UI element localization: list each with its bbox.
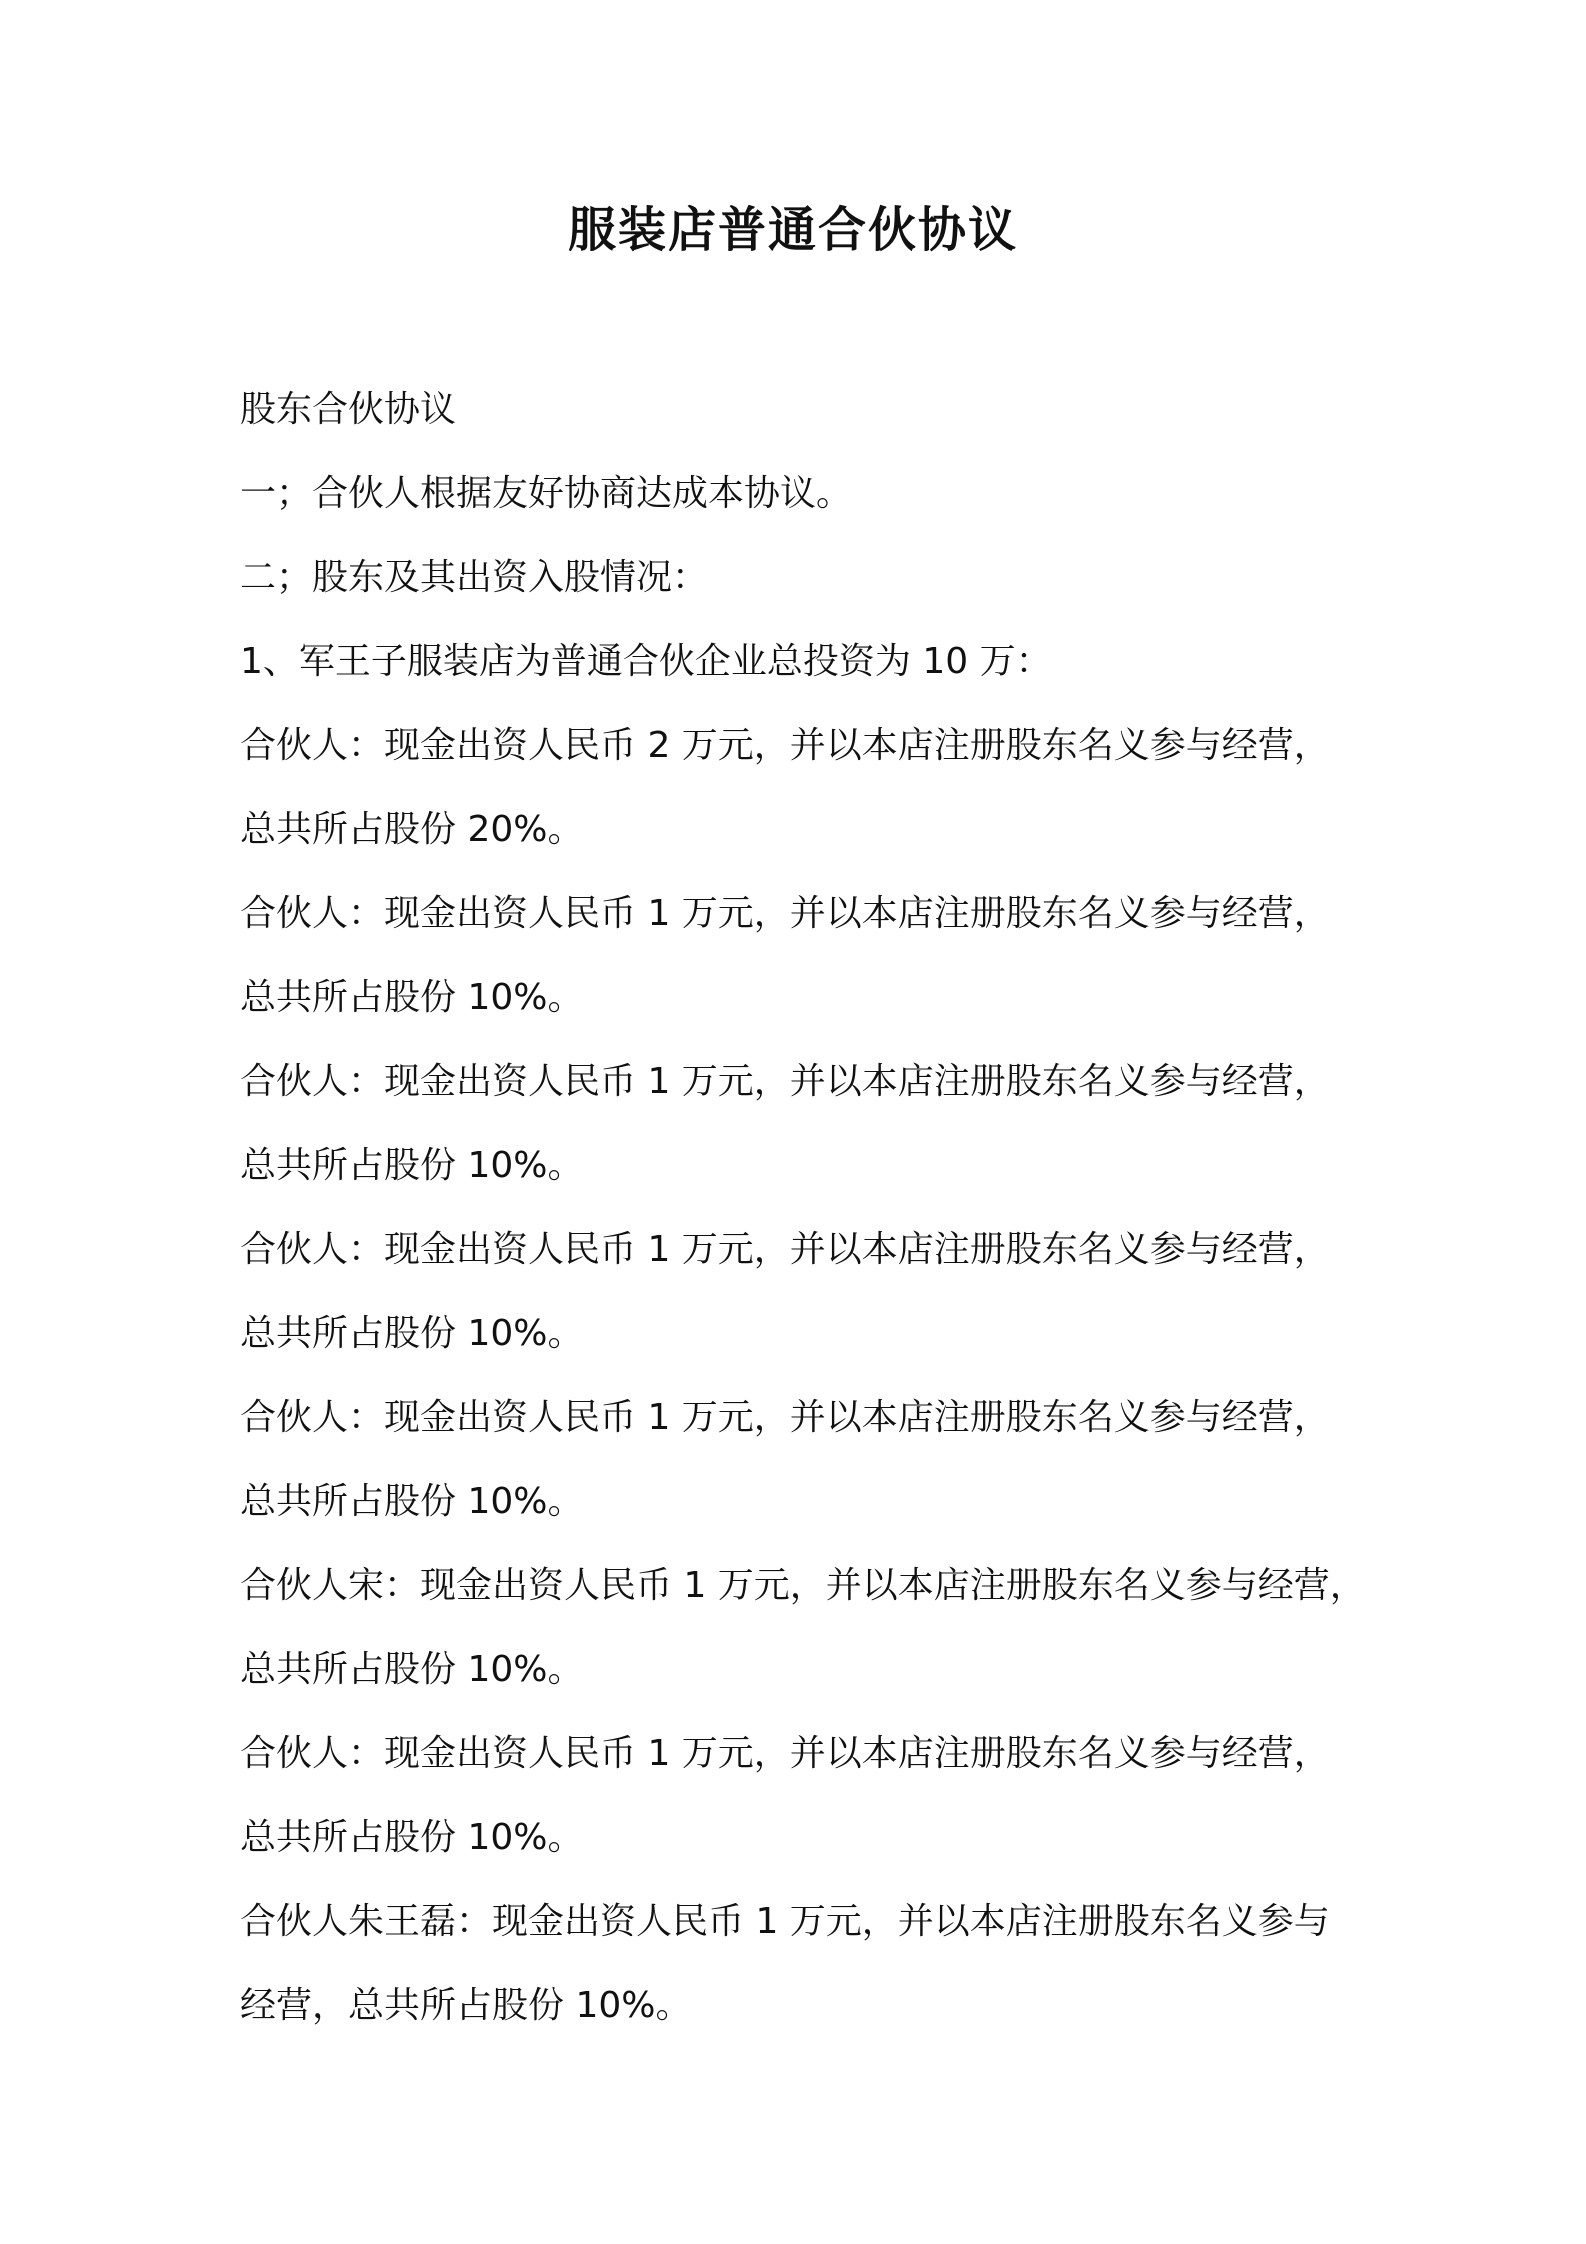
partner-share: 总共所占股份 20%。 [240, 809, 584, 850]
clause-two: 二；股东及其出资入股情况： [240, 557, 709, 598]
partner-entry: 合伙人：现金出资人民币 2 万元，并以本店注册股东名义参与经营， [240, 725, 1330, 766]
partner-entry: 合伙人朱王磊：现金出资人民币 1 万元，并以本店注册股东名义参与 [240, 1901, 1330, 1942]
partner-entry: 合伙人：现金出资人民币 1 万元，并以本店注册股东名义参与经营， [240, 893, 1330, 934]
partner-share: 总共所占股份 10%。 [240, 977, 584, 1018]
document-body [240, 368, 1370, 2048]
partner-share: 总共所占股份 10%。 [240, 1649, 584, 1690]
partner-share: 总共所占股份 10%。 [240, 1817, 584, 1858]
partner-share: 经营，总共所占股份 10%。 [240, 1985, 692, 2026]
partner-share: 总共所占股份 10%。 [240, 1145, 584, 1186]
partner-share: 总共所占股份 10%。 [240, 1481, 584, 1522]
partner-share: 总共所占股份 10%。 [240, 1313, 584, 1354]
document-title: 服装店普通合伙协议 [567, 202, 1018, 258]
partner-entry: 合伙人：现金出资人民币 1 万元，并以本店注册股东名义参与经营， [240, 1733, 1330, 1774]
clause-one: 一；合伙人根据友好协商达成本协议。 [240, 473, 853, 514]
partner-entry: 合伙人：现金出资人民币 1 万元，并以本店注册股东名义参与经营， [240, 1061, 1330, 1102]
partner-entry: 合伙人宋：现金出资人民币 1 万元，并以本店注册股东名义参与经营， [240, 1565, 1366, 1606]
investment-summary: 1、军王子服装店为普通合伙企业总投资为 10 万： [240, 641, 1052, 682]
section-heading: 股东合伙协议 [240, 389, 457, 430]
partner-entry: 合伙人：现金出资人民币 1 万元，并以本店注册股东名义参与经营， [240, 1229, 1330, 1270]
partner-entry: 合伙人：现金出资人民币 1 万元，并以本店注册股东名义参与经营， [240, 1397, 1330, 1438]
